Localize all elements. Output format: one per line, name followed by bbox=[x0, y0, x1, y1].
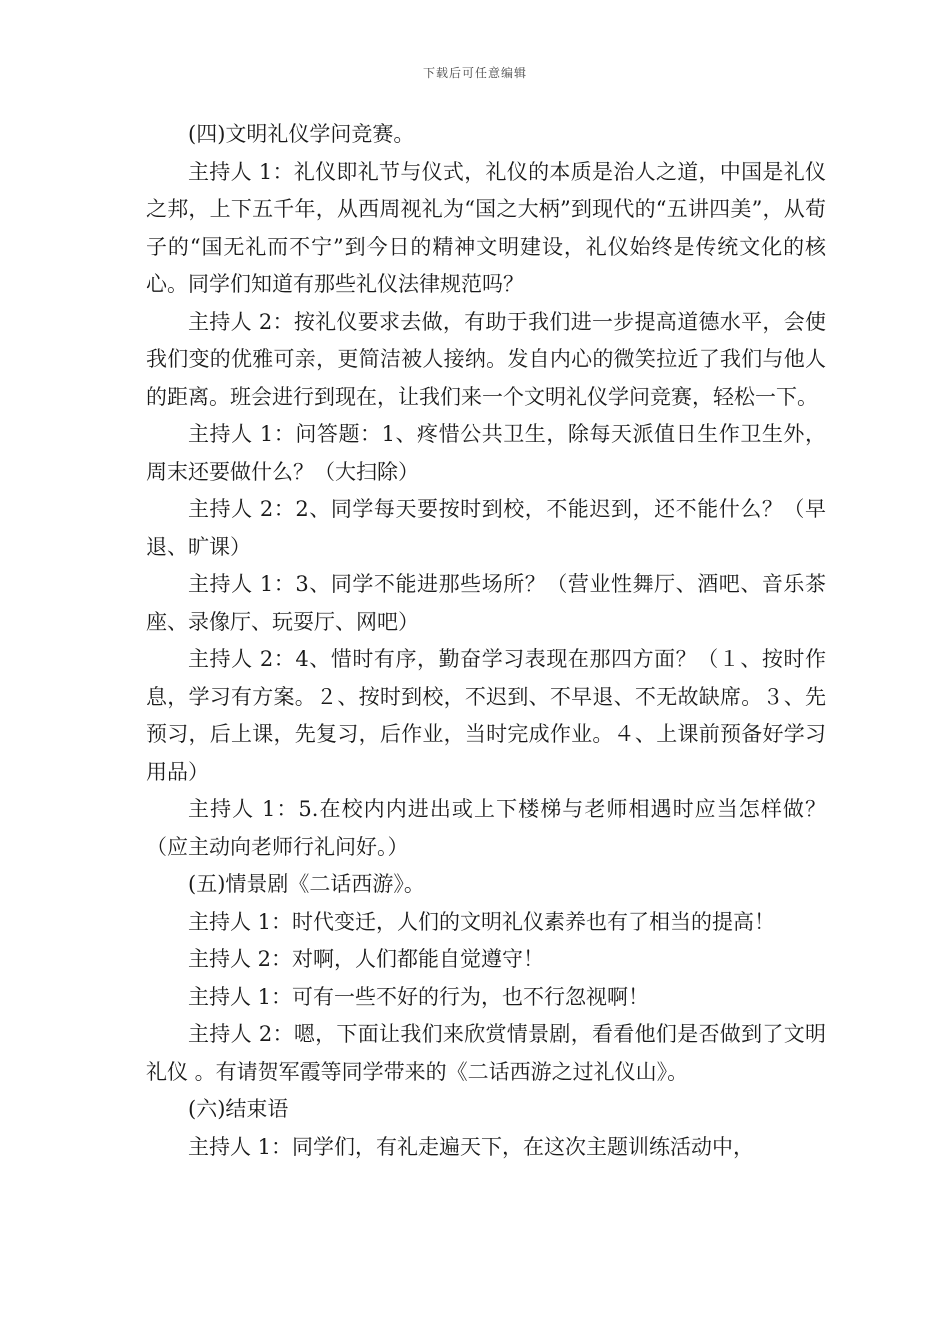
quiz-question: 主持人 2：4、惜时有序，勤奋学习表现在那四方面？（１、按时作息，学习有方案。２、按时到校，不迟到、不早退、不无故缺席。３、先预习，后上课，先复习，后作业，当时完成作业。４、上课前预备好学习用品） bbox=[146, 647, 826, 784]
host-dialogue: 主持人 1：时代变迁，人们的文明礼仪素养也有了相当的提高！ bbox=[188, 909, 776, 934]
section-heading-closing: (六)结束语 bbox=[188, 1097, 289, 1121]
quiz-question: 主持人 1：5.在校内内进出或上下楼梯与老师相遇时应当怎样做？（应主动向老师行礼问好。） bbox=[146, 797, 826, 859]
section-heading-quiz: (四)文明礼仪学问竞赛。 bbox=[188, 122, 415, 146]
document-body bbox=[146, 116, 826, 1166]
host-dialogue: 主持人 1：可有一些不好的行为，也不行忽视啊！ bbox=[188, 984, 650, 1009]
quiz-question: 主持人 1：3、同学不能进那些场所？（营业性舞厅、酒吧、音乐茶座、录像厅、玩耍厅、网吧） bbox=[146, 572, 826, 634]
host-dialogue: 主持人 1：同学们，有礼走遍天下，在这次主题训练活动中， bbox=[188, 1134, 755, 1159]
host-dialogue: 主持人 2：嗯，下面让我们来欣赏情景剧，看看他们是否做到了文明礼仪 。有请贺军霞等同学带来的《二话西游之过礼仪山》。 bbox=[146, 1022, 826, 1084]
section-heading-skit: (五)情景剧《二话西游》。 bbox=[188, 872, 425, 896]
quiz-question: 主持人 1：问答题：1、疼惜公共卫生，除每天派值日生作卫生外，周末还要做什么？（大扫除） bbox=[146, 422, 826, 484]
host-dialogue: 主持人 2：按礼仪要求去做，有助于我们进一步提高道德水平，会使我们变的优雅可亲，更简洁被人接纳。发自内心的微笑拉近了我们与他人的距离。班会进行到现在，让我们来一个文明礼仪学问竞赛，轻松一下。 bbox=[146, 309, 826, 409]
quiz-question: 主持人 2：2、同学每天要按时到校，不能迟到，还不能什么？（早退、旷课） bbox=[146, 497, 826, 559]
host-dialogue: 主持人 2：对啊，人们都能自觉遵守！ bbox=[188, 947, 545, 971]
host-dialogue: 主持人 1：礼仪即礼节与仪式，礼仪的本质是治人之道，中国是礼仪之邦，上下五千年，从西周视礼为“国之大柄”到现代的“五讲四美”，从荀子的“国无礼而不宁”到今日的精神文明建设，礼仪始终是传统文化的核心。同学们知道有那些礼仪法律规范吗？ bbox=[146, 159, 826, 296]
page-header-note: 下载后可任意编辑 bbox=[422, 66, 527, 80]
